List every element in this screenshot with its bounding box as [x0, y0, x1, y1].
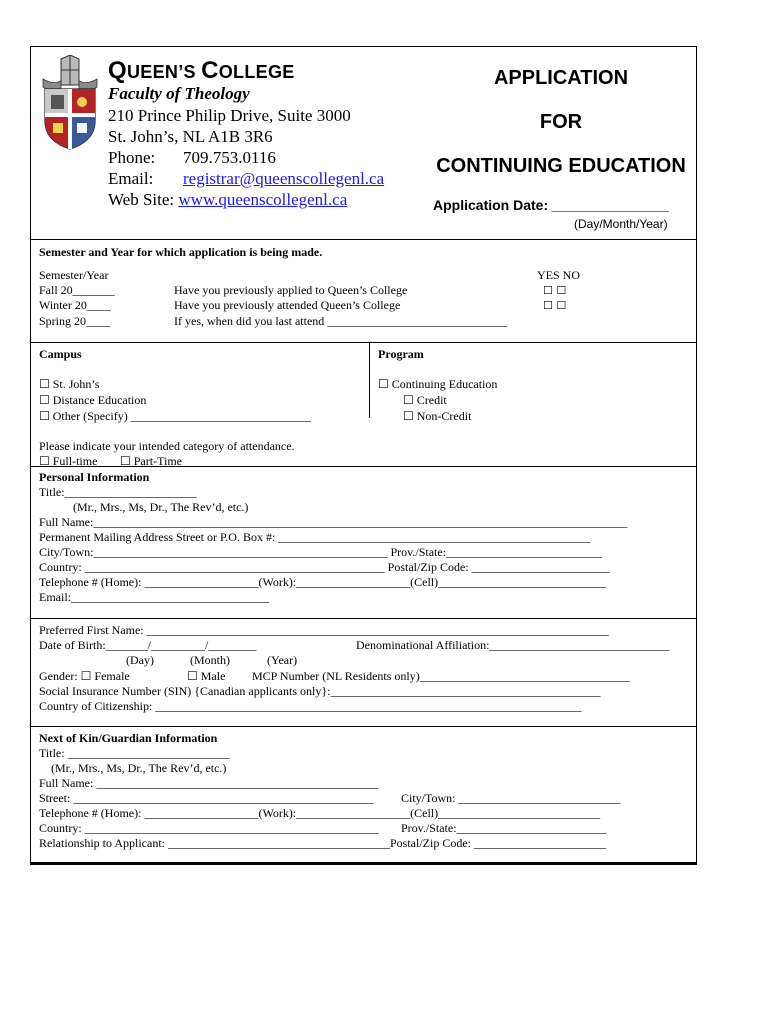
- form-title-line-3: CONTINUING EDUCATION: [436, 155, 686, 177]
- kin-title-hint: (Mr., Mrs., Ms, Dr., The Rev’d, etc.): [51, 761, 227, 775]
- yes-no-header: YES NO: [537, 268, 581, 282]
- winter-field[interactable]: Winter 20____: [39, 298, 111, 312]
- campus-program-section: [31, 343, 696, 467]
- personal-section-title: Personal Information: [39, 470, 150, 484]
- website-link[interactable]: www.queenscollegenl.ca: [178, 190, 348, 209]
- fall-field[interactable]: Fall 20_______: [39, 283, 115, 297]
- college-name: QUEEN’S COLLEGE: [108, 57, 295, 84]
- email-field[interactable]: Email:_________________________________: [39, 590, 269, 604]
- email-link[interactable]: registrar@queenscollegenl.ca: [183, 169, 385, 188]
- campus-other-checkbox[interactable]: ☐ Other (Specify) ______________________________: [39, 409, 311, 423]
- kin-country-field[interactable]: Country: _________________________________________________: [39, 821, 379, 835]
- program-credit-checkbox[interactable]: ☐ Credit: [403, 393, 447, 407]
- city-prov-field[interactable]: City/Town:_________________________________________________ Prov./State:__________________________: [39, 545, 603, 559]
- last-attended-field[interactable]: If yes, when did you last attend ______________________________: [174, 314, 508, 328]
- kin-street-field[interactable]: Street: __________________________________________________: [39, 791, 374, 805]
- gender-male-checkbox[interactable]: ☐ Male: [187, 669, 226, 683]
- campus-st-johns-checkbox[interactable]: ☐ St. John’s: [39, 377, 100, 391]
- kin-title-field[interactable]: Title: ___________________________: [39, 746, 230, 760]
- kin-telephone-field[interactable]: Telephone # (Home): ___________________(Work):___________________(Cell)___________________________: [39, 806, 601, 820]
- program-noncredit-checkbox[interactable]: ☐ Non-Credit: [403, 409, 472, 423]
- campus-title: Campus: [39, 347, 82, 361]
- college-crest-icon: [39, 55, 101, 151]
- kin-full-name-field[interactable]: Full Name: _______________________________________________: [39, 776, 379, 790]
- semester-section-title: Semester and Year for which application is being made.: [39, 245, 323, 259]
- kin-section-title: Next of Kin/Guardian Information: [39, 731, 218, 745]
- semester-section: [31, 240, 696, 343]
- previously-applied-checkboxes[interactable]: ☐ ☐: [543, 284, 567, 297]
- kin-relationship-field[interactable]: Relationship to Applicant: _____________________________________Postal/Zip Code: ______________________: [39, 836, 606, 850]
- kin-city-field[interactable]: City/Town: ___________________________: [401, 791, 621, 805]
- denominational-affiliation-field[interactable]: Denominational Affiliation:______________________________: [356, 638, 670, 652]
- email-line: Email: registrar@queenscollegenl.ca: [108, 169, 385, 188]
- kin-prov-field[interactable]: Prov./State:_________________________: [401, 821, 607, 835]
- form-header: [31, 47, 696, 240]
- form-title-line-1: APPLICATION: [493, 67, 629, 89]
- next-of-kin-section: [31, 727, 696, 864]
- application-date-hint: (Day/Month/Year): [574, 217, 668, 231]
- country-postal-field[interactable]: Country: __________________________________________________ Postal/Zip Code: _______________________: [39, 560, 610, 574]
- campus-program-divider: [369, 343, 370, 418]
- application-form: [30, 46, 697, 865]
- application-date-field[interactable]: Application Date: _______________: [433, 197, 669, 213]
- dob-year-hint: (Year): [267, 653, 298, 667]
- additional-info-section: [31, 619, 696, 727]
- mcp-number-field[interactable]: MCP Number (NL Residents only)___________________________________: [252, 669, 630, 683]
- personal-section: [31, 467, 696, 619]
- spring-field[interactable]: Spring 20____: [39, 314, 111, 328]
- date-of-birth-field[interactable]: Date of Birth:_______/_________/________: [39, 638, 257, 652]
- attendance-prompt: Please indicate your intended category of attendance.: [39, 439, 295, 453]
- parttime-checkbox[interactable]: ☐ Part-Time: [120, 454, 182, 468]
- website-line: Web Site: www.queenscollegenl.ca: [108, 190, 348, 209]
- citizenship-field[interactable]: Country of Citizenship: _______________________________________________________________________: [39, 699, 582, 713]
- dob-month-hint: (Month): [190, 653, 230, 667]
- previously-attended-checkboxes[interactable]: ☐ ☐: [543, 299, 567, 312]
- personal-title-field[interactable]: Title:______________________: [39, 485, 197, 499]
- previously-applied-question: Have you previously applied to Queen’s College: [174, 283, 408, 297]
- fulltime-checkbox[interactable]: ☐ Full-time: [39, 454, 98, 468]
- faculty-name: Faculty of Theology: [108, 84, 250, 103]
- full-name-field[interactable]: Full Name:_________________________________________________________________________________________: [39, 515, 628, 529]
- previously-attended-question: Have you previously attended Queen’s College: [174, 298, 401, 312]
- gender-female-checkbox[interactable]: Gender: ☐ Female: [39, 669, 130, 683]
- program-title: Program: [378, 347, 424, 361]
- program-continuing-checkbox[interactable]: ☐ Continuing Education: [378, 377, 498, 391]
- personal-title-hint: (Mr., Mrs., Ms, Dr., The Rev’d, etc.): [73, 500, 249, 514]
- address-line-1: 210 Prince Philip Drive, Suite 3000: [108, 106, 351, 125]
- dob-day-hint: (Day): [126, 653, 154, 667]
- mailing-address-field[interactable]: Permanent Mailing Address Street or P.O. Box #: ____________________________________________________: [39, 530, 591, 544]
- semester-label: Semester/Year: [39, 268, 109, 282]
- telephone-field[interactable]: Telephone # (Home): ___________________(Work):___________________(Cell)____________________________: [39, 575, 607, 589]
- phone-line: Phone: 709.753.0116: [108, 148, 276, 167]
- sin-field[interactable]: Social Insurance Number (SIN) {Canadian applicants only}:_____________________________________________: [39, 684, 601, 698]
- address-line-2: St. John’s, NL A1B 3R6: [108, 127, 273, 146]
- preferred-name-field[interactable]: Preferred First Name: _____________________________________________________________________________: [39, 623, 609, 637]
- campus-distance-checkbox[interactable]: ☐ Distance Education: [39, 393, 147, 407]
- form-title-line-2: FOR: [539, 111, 583, 133]
